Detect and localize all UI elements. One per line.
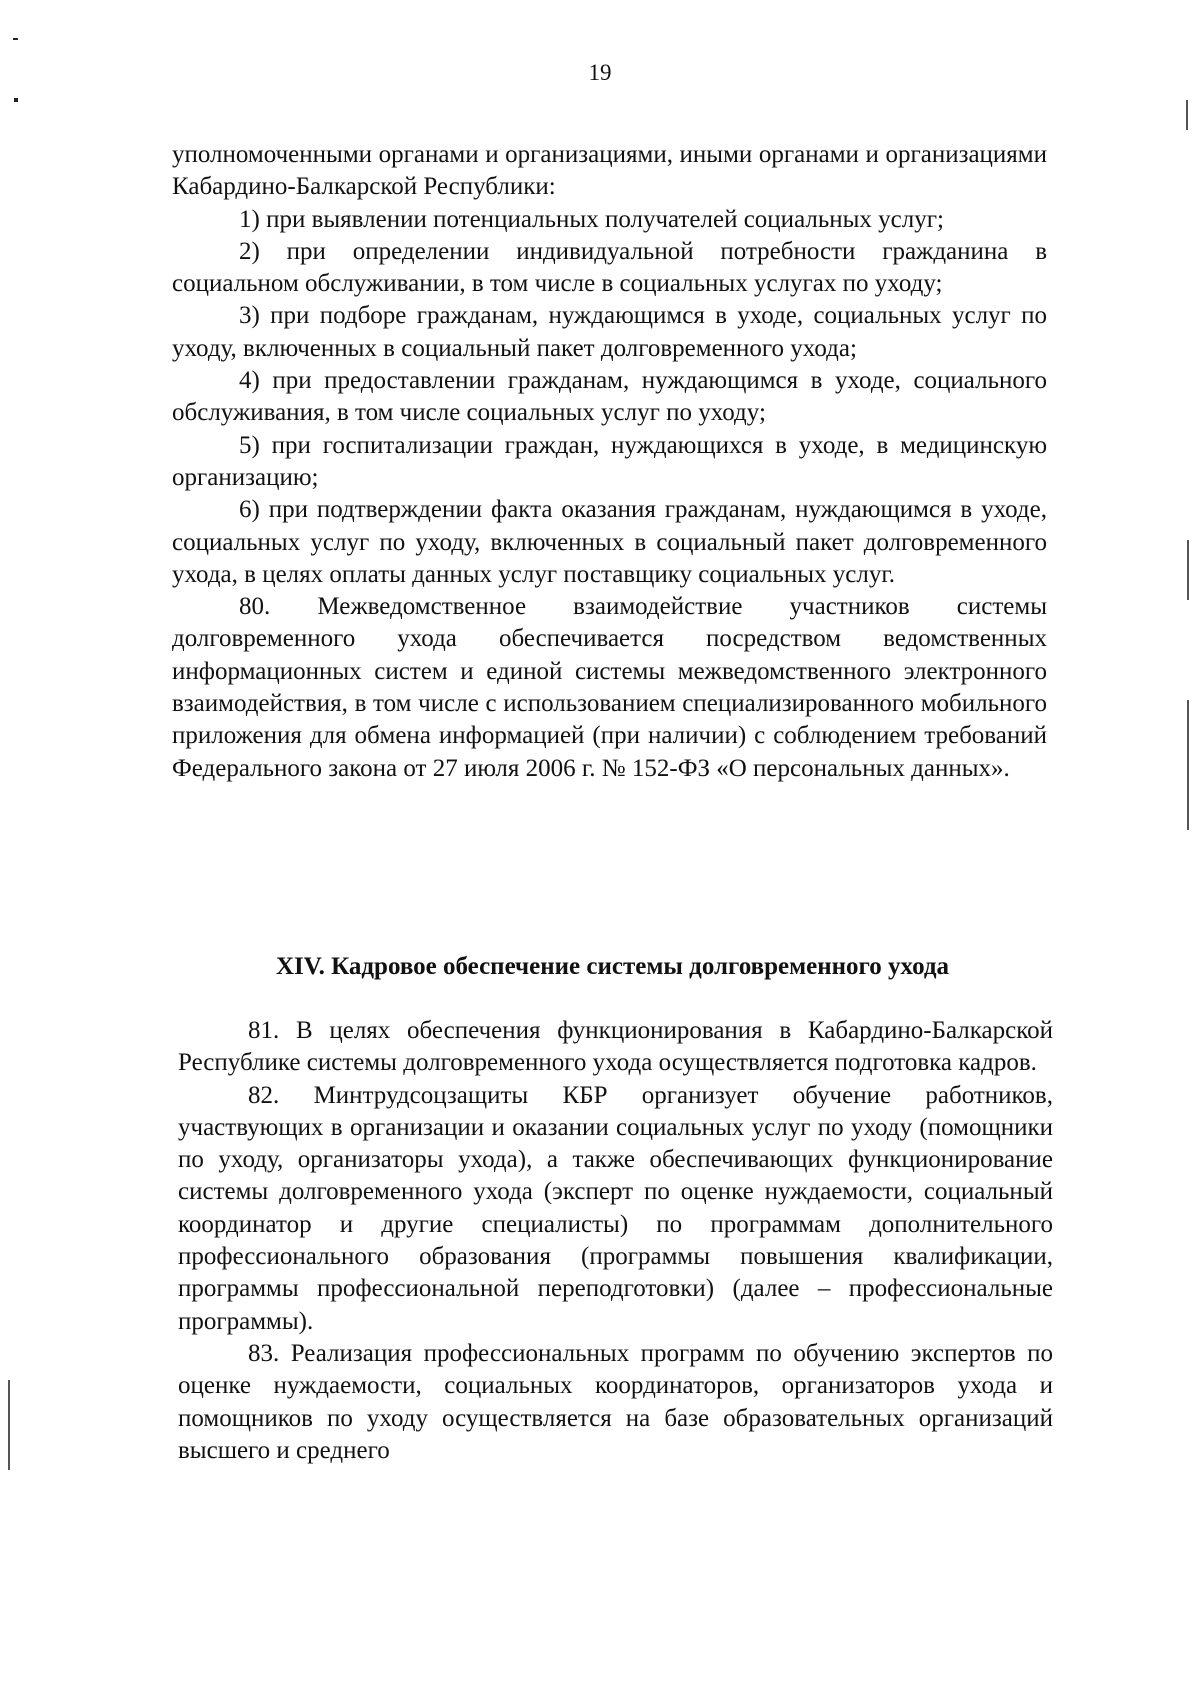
paragraph: уполномоченными органами и организациями, иными органами и организациями Кабардино-Балкарской Республики: (172, 141, 1047, 201)
list-item-1: 1) при выявлении потенциальных получателей социальных услуг; (239, 205, 944, 233)
list-item-5: 5) при госпитализации граждан, нуждающихся в уходе, в медицинскую организацию; (172, 431, 1047, 491)
paragraph-81: 81. В целях обеспечения функционирования в Кабардино-Балкарской Республике системы долговременного ухода осуществляется подготовка кадров. (178, 1017, 1053, 1077)
paragraph-82: 82. Минтрудсоцзащиты КБР организует обучение работников, участвующих в организации и оказании социальных услуг по уходу (помощники по уходу, организаторы ухода), а также обеспечивающих функционирование системы долговременного ухода (эксперт по оценке нуждаемости, социальный координатор и другие специалисты) по программам дополнительного профессионального образования (программы повышения квалификации, программы профессиональной переподготовки) (далее – профессиональные программы). (178, 1081, 1053, 1335)
paragraph-80: 80. Межведомственное взаимодействие участников системы долговременного ухода обеспечивается посредством ведомственных информационных систем и единой системы межведомственного электронного взаимодействия, в том числе с использованием специализированного мобильного приложения для обмена информацией (при наличии) с соблюдением требований Федерального закона от 27 июля 2006 г. № 152-ФЗ «О персональных данных». (172, 593, 1047, 782)
section-heading: XIV. Кадровое обеспечение системы долговременного ухода (275, 953, 950, 980)
scan-mark-left (14, 98, 18, 102)
list-item-4: 4) при предоставлении гражданам, нуждающимся в уходе, социального обслуживания, в том числе социальных услуг по уходу; (172, 367, 1047, 427)
scan-edge-right (1186, 100, 1188, 130)
list-item-2: 2) при определении индивидуальной потребности гражданина в социальном обслуживании, в том числе в социальных услугах по уходу; (172, 237, 1047, 298)
scan-edge-right (1187, 700, 1189, 830)
section-text-1 (172, 139, 1047, 785)
list-item-3: 3) при подборе гражданам, нуждающимся в уходе, социальных услуг по уходу, включенных в социальный пакет долговременного ухода; (172, 302, 1047, 362)
section-text-2 (178, 1015, 1053, 1467)
page-number: 19 (588, 60, 612, 85)
list-item-6: 6) при подтверждении факта оказания гражданам, нуждающимся в уходе, социальных услуг по уходу, включенных в социальный пакет долговременного ухода, в целях оплаты данных услуг поставщику социальных услуг. (172, 496, 1047, 588)
scan-mark-top (13, 38, 18, 40)
scan-edge-left (8, 1380, 10, 1470)
scan-edge-right (1187, 540, 1189, 600)
paragraph-83: 83. Реализация профессиональных программ по обучению экспертов по оценке нуждаемости, социальных координаторов, организаторов ухода и помощников по уходу осуществляется на базе образовательных организаций высшего и среднего (178, 1339, 1053, 1464)
